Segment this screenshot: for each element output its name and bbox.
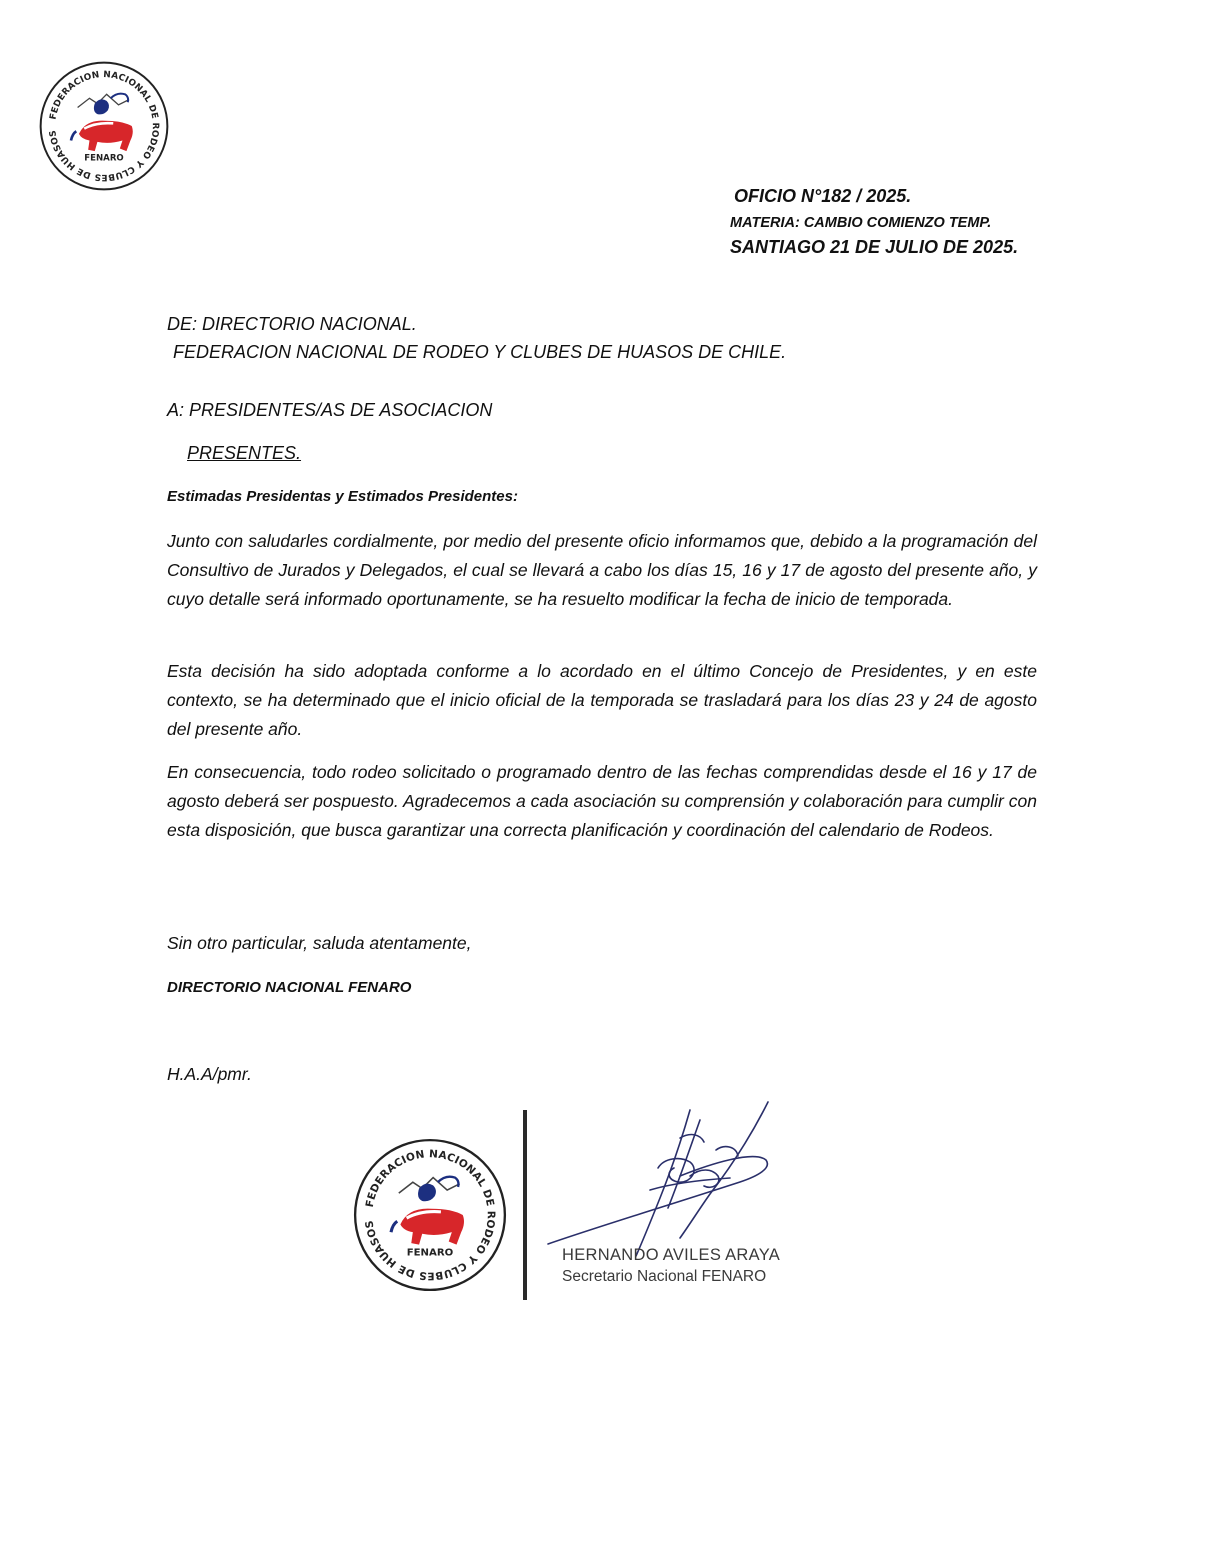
from-organization: FEDERACION NACIONAL DE RODEO Y CLUBES DE HUASOS DE CHILE. — [173, 342, 787, 362]
date-line: SANTIAGO 21 DE JULIO DE 2025. — [730, 237, 1019, 257]
initials: H.A.A/pmr. — [167, 1064, 252, 1084]
header-block — [730, 186, 1018, 258]
from-line: DE: DIRECTORIO NACIONAL. — [167, 314, 417, 334]
fenaro-seal-icon — [352, 1137, 508, 1293]
paragraph-2: Esta decisión ha sido adoptada conforme a lo acordado en el último Concejo de Presidentes, y en este contexto, se ha determinado que el inicio oficial de la temporada se trasladará para los días 23 y 24 de agosto del presente año. — [167, 661, 1037, 739]
presentes-line: PRESENTES. — [187, 443, 302, 463]
signer-title: Secretario Nacional FENARO — [562, 1268, 767, 1285]
seal-center-text: FENARO — [84, 153, 124, 164]
oficio-number: OFICIO N°182 / 2025. — [734, 186, 912, 206]
seal-center-text: FENARO — [406, 1247, 454, 1259]
signature-divider — [523, 1110, 527, 1300]
to-line: A: PRESIDENTES/AS DE ASOCIACION — [167, 400, 493, 420]
paragraph-1: Junto con saludarles cordialmente, por medio del presente oficio informamos que, debido a la programación del Consultivo de Jurados y Delegados, el cual se llevará a cabo los días 15, 16 y 17 de agosto del presente año, y cuyo detalle será informado oportunamente, se ha resuelto modificar la fecha de inicio de temporada. — [167, 531, 1037, 609]
fenaro-seal-icon — [38, 60, 170, 192]
signoff: DIRECTORIO NACIONAL FENARO — [167, 979, 412, 996]
handwritten-signature — [540, 1098, 790, 1258]
greeting: Estimadas Presidentas y Estimados Presidentes: — [167, 488, 518, 505]
closing-line: Sin otro particular, saluda atentamente, — [167, 933, 472, 953]
materia-line: MATERIA: CAMBIO COMIENZO TEMP. — [730, 215, 992, 231]
seal-ring-text: FEDERACION NACIONAL DE RODEO Y CLUBES DE HUASOS — [48, 70, 160, 182]
signer-name: HERNANDO AVILES ARAYA — [562, 1246, 781, 1264]
paragraph-3: En consecuencia, todo rodeo solicitado o programado dentro de las fechas comprendidas desde el 16 y 17 de agosto deberá ser pospuesto. Agradecemos a cada asociación su comprensión y colaboración para cumplir con esta disposición, que busca garantizar una correcta planificación y coordinación del calendario de Rodeos. — [167, 762, 1037, 840]
seal-ring-text: FEDERACION NACIONAL DE RODEO Y CLUBES DE HUASOS — [363, 1148, 497, 1282]
